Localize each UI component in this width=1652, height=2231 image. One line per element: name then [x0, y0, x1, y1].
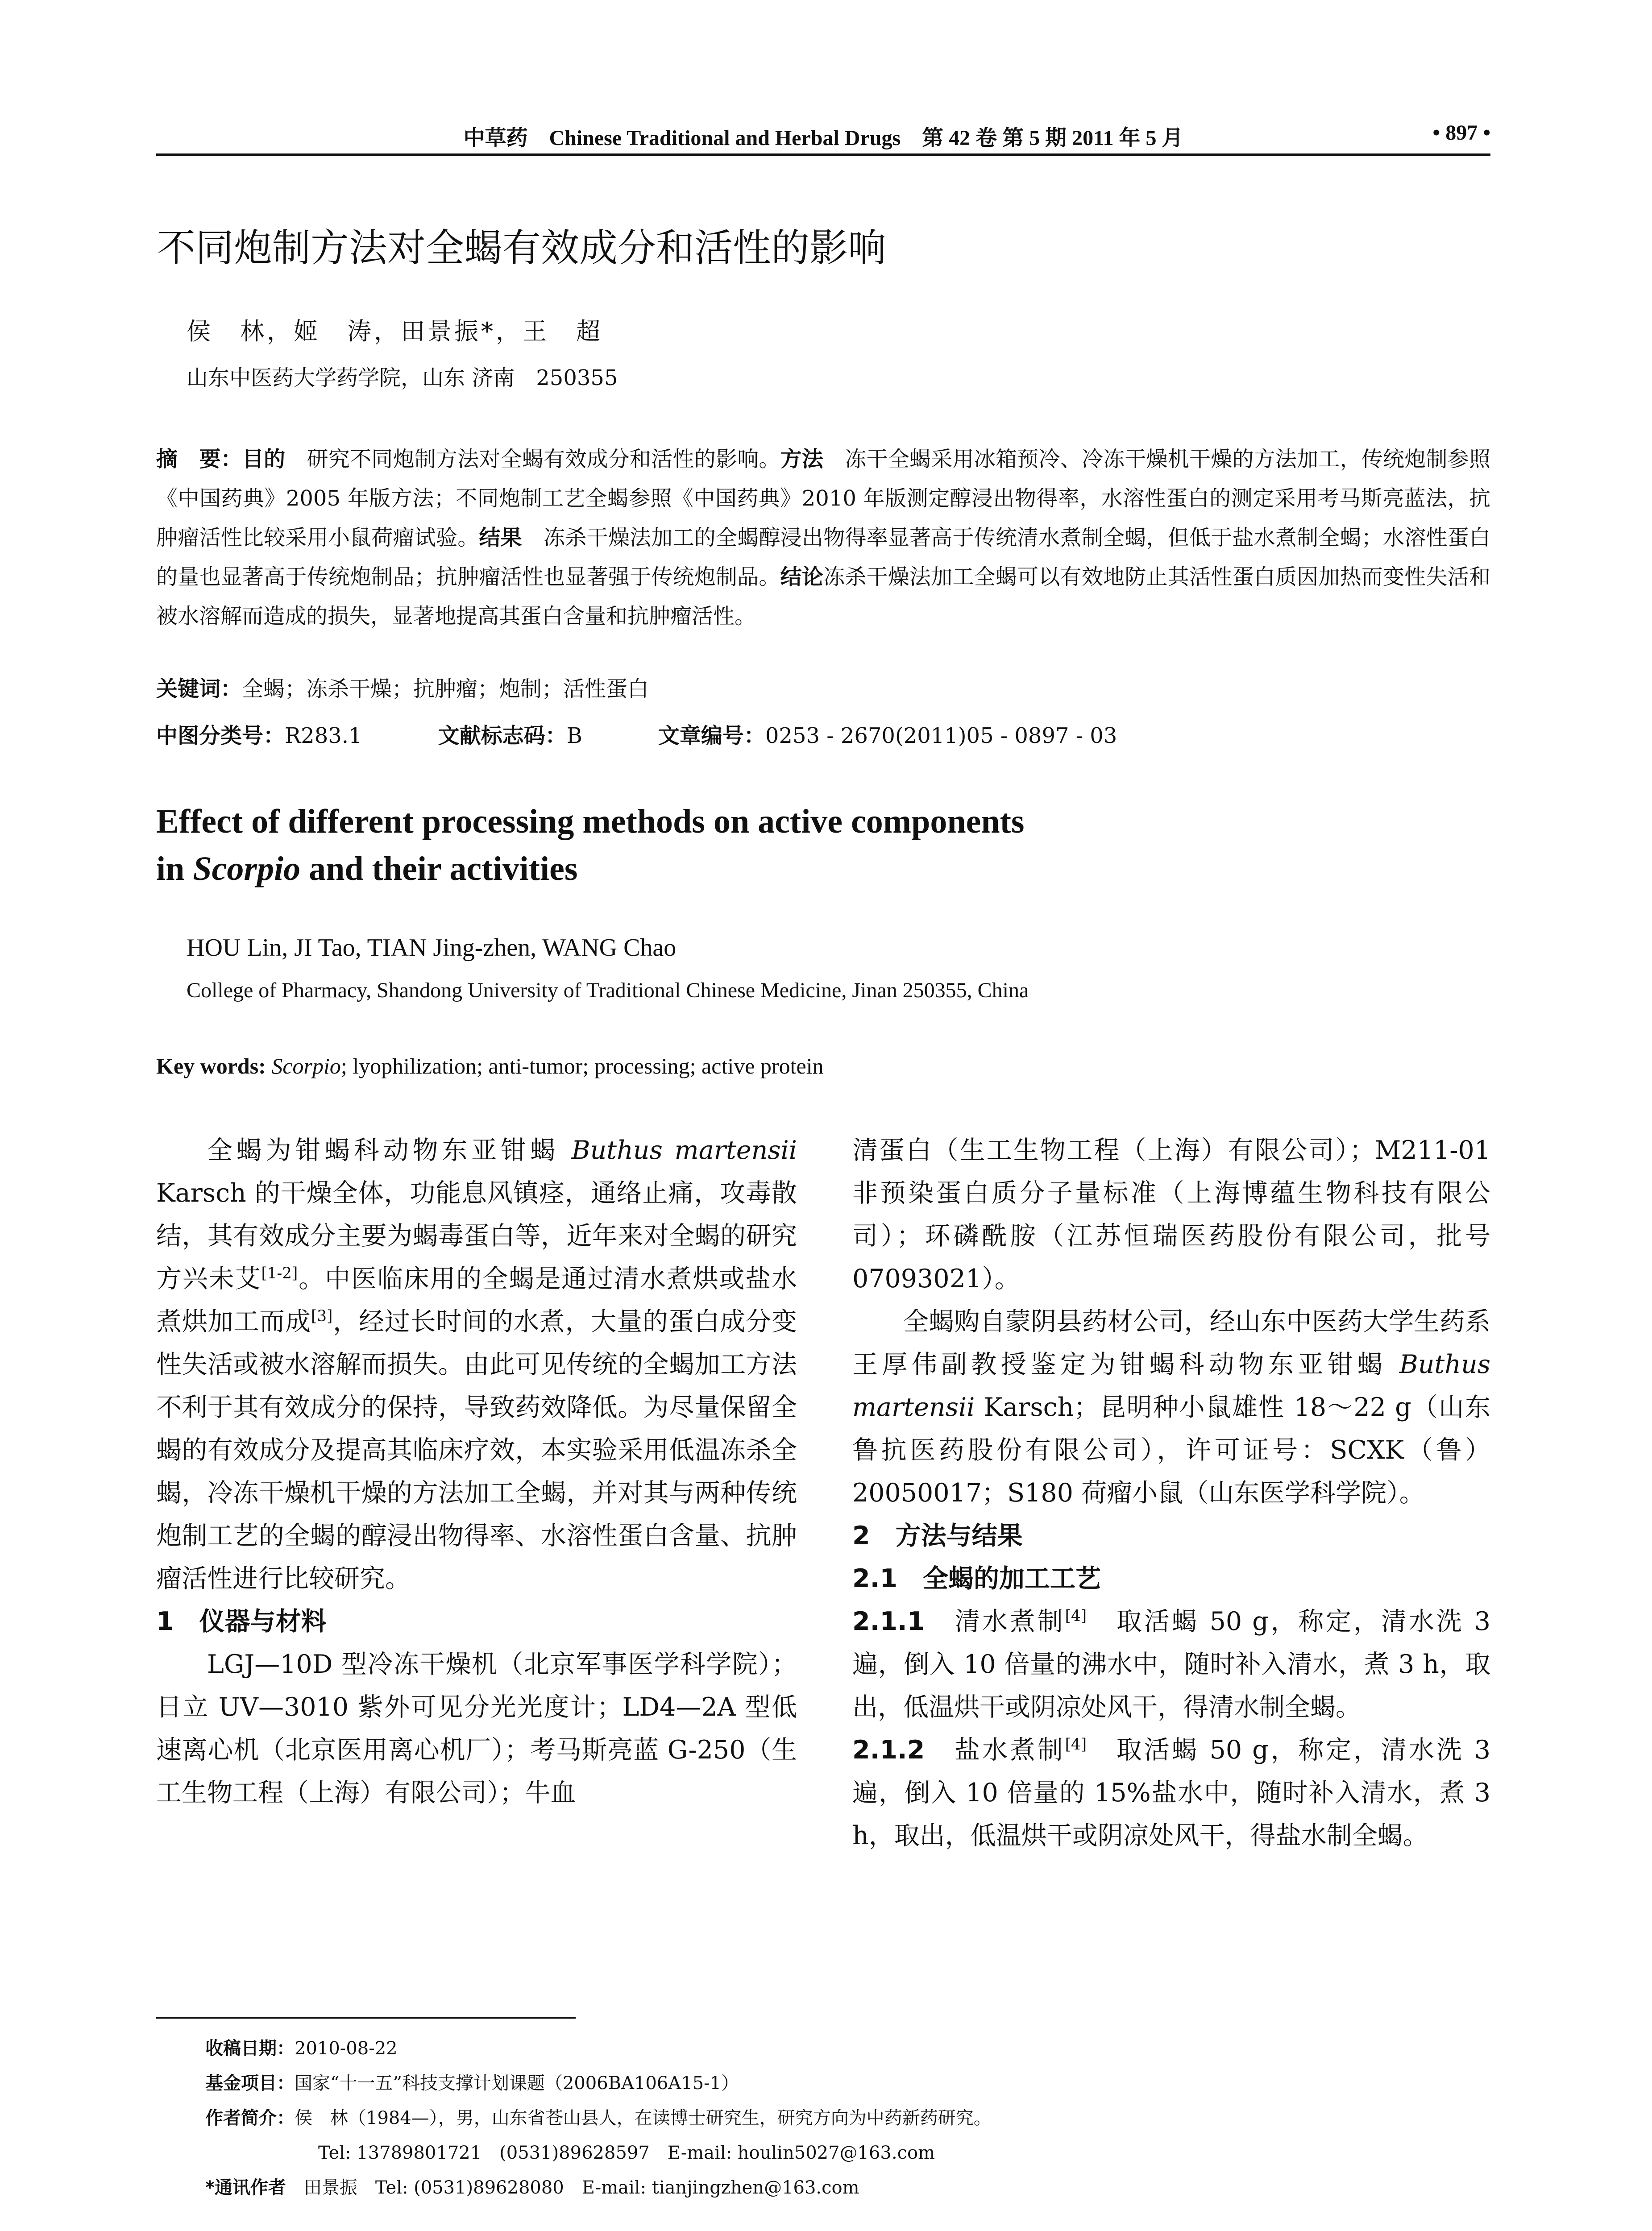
footnotes — [205, 2031, 992, 2205]
english-affiliation: College of Pharmacy, Shandong University of Traditional Chinese Medicine, Jinan 250355, China — [187, 979, 1029, 1002]
footnote-fund: 基金项目：国家“十一五”科技支撑计划课题（2006BA106A15-1） — [205, 2073, 739, 2094]
chinese-keywords — [156, 672, 649, 702]
keywords-text: 全蝎；冻杀干燥；抗肿瘤；炮制；活性蛋白 — [242, 676, 649, 701]
english-title-line2: in Scorpio and their activities — [156, 850, 578, 887]
specimen-paragraph: 全蝎购自蒙阴县药材公司，经山东中医药大学生药系王厚伟副教授鉴定为钳蝎科动物东亚钳蝎 Buthus martensii Karsch；昆明种小鼠雄性 18～22 g（山东鲁抗医药股份有限公司），许可证号：SCXK（鲁）20050017；S180 荷瘤小鼠（山东医学科学院）。 — [852, 1307, 1490, 1508]
method-label: 方法 — [780, 447, 824, 472]
footnote-corresponding: *通讯作者 田景振 Tel: (0531)89628080 E-mail: tianjingzhen@163.com — [205, 2177, 859, 2198]
citation-ref: [3] — [311, 1307, 333, 1325]
intro-paragraph: 全蝎为钳蝎科动物东亚钳蝎 Buthus martensii Karsch 的干燥全体，功能息风镇痉，通络止痛，攻毒散结，其有效成分主要为蝎毒蛋白等，近年来对全蝎的研究方兴未艾[1-2]。中医临床用的全蝎是通过清水煮烘或盐水煮烘加工而成[3]，经过长时间的水煮，大量的蛋白成分变性失活或被水溶解而损失。由此可见传统的全蝎加工方法不利于其有效成分的保持，导致药效降低。为尽量保留全蝎的有效成分及提高其临床疗效，本实验采用低温冻杀全蝎，冷冻干燥机干燥的方法加工全蝎，并对其与两种传统炮制工艺的全蝎的醇浸出物得率、水溶性蛋白含量、抗肿瘤活性进行比较研究。 — [156, 1136, 797, 1593]
footnote-author-bio: 作者简介：侯 林（1984—），男，山东省苍山县人，在读博士研究生，研究方向为中药新药研究。 — [205, 2108, 992, 2128]
purpose-text: 研究不同炮制方法对全蝎有效成分和活性的影响。 — [285, 447, 780, 472]
chinese-authors: 侯 林，姬 涛，田景振*，王 超 — [187, 317, 603, 345]
materials-paragraph: LGJ—10D 型冷冻干燥机（北京军事医学科学院）；日立 UV—3010 紫外可见分光光度计；LD4—2A 型低速离心机（北京医用离心机厂）；考马斯亮蓝 G-250（生工生物工程（上海）有限公司）；牛血 — [156, 1650, 797, 1808]
footnote-received: 收稿日期：2010-08-22 — [205, 2038, 398, 2059]
page-number: • 897 • — [1432, 121, 1490, 145]
footnote-author-contact: Tel: 13789801721 (0531)89628597 E-mail: houlin5027@163.com — [318, 2143, 935, 2163]
clc-number: 中图分类号：R283.1 — [156, 723, 362, 748]
section-heading-1: 1 仪器与材料 — [156, 1607, 327, 1636]
method-text: 冻干全蝎采用冰箱预冷、冷冻干燥机干燥的方法加工，传统炮制参照《中国药典》2005 年版方法；不同炮制工艺全蝎参照《中国药典》2010 年版测定醇浸出物得率，水溶性蛋白的测定采用考马斯亮蓝法，抗肿瘤活性比较采用小鼠荷瘤试验。 — [156, 447, 1490, 550]
article-id: 文章编号：0253 - 2670(2011)05 - 0897 - 03 — [658, 723, 1117, 748]
classification-line — [156, 718, 1490, 749]
subsection-heading-2-1: 2.1 全蝎的加工工艺 — [852, 1564, 1101, 1593]
english-title — [156, 798, 1025, 892]
chinese-title: 不同炮制方法对全蝎有效成分和活性的影响 — [157, 226, 886, 270]
english-keywords-label: Key words: — [156, 1053, 272, 1078]
english-title-line1: Effect of different processing methods on active components — [156, 803, 1025, 840]
conclusion-label: 结论 — [780, 564, 824, 589]
running-header — [156, 117, 1490, 152]
result-text: 冻杀干燥法加工的全蝎醇浸出物得率显著高于传统清水煮制全蝎，但低于盐水煮制全蝎；水溶性蛋白的量也显著高于传统炮制品；抗肿瘤活性也显著强于传统炮制品。 — [156, 525, 1490, 589]
purpose-label: 目的 — [242, 447, 286, 472]
document-code: 文献标志码：B — [438, 723, 582, 748]
materials-continued: 清蛋白（生工生物工程（上海）有限公司）；M211-01 非预染蛋白质分子量标准（上海博蕴生物科技有限公司）；环磷酰胺（江苏恒瑞医药股份有限公司，批号 07093021）。 — [852, 1136, 1490, 1294]
english-authors: HOU Lin, JI Tao, TIAN Jing-zhen, WANG Chao — [187, 934, 677, 962]
subsection-2-1-1: 2.1.1 清水煮制[4] 取活蝎 50 g，称定，清水洗 3 遍，倒入 10 倍量的沸水中，随时补入清水，煮 3 h，取出，低温烘干或阴凉处风干，得清水制全蝎。 — [852, 1607, 1491, 1722]
section-heading-2: 2 方法与结果 — [852, 1521, 1023, 1551]
body-column-left — [156, 1129, 797, 1814]
chinese-affiliation: 山东中医药大学药学院，山东 济南 250355 — [187, 365, 618, 390]
english-keywords: Key words: Scorpio; lyophilization; anti-tumor; processing; active protein — [156, 1053, 824, 1078]
body-column-right — [852, 1129, 1490, 1857]
journal-info: 中草药 Chinese Traditional and Herbal Drugs 第 42 卷 第 5 期 2011 年 5 月 — [463, 126, 1183, 150]
result-label: 结果 — [479, 525, 522, 550]
subsection-2-1-2: 2.1.2 盐水煮制[4] 取活蝎 50 g，称定，清水洗 3 遍，倒入 10 倍量的 15%盐水中，随时补入清水，煮 3 h，取出，低温烘干或阴凉处风干，得盐水制全蝎。 — [852, 1735, 1491, 1850]
keywords-label: 关键词： — [156, 676, 242, 701]
header-rule — [156, 153, 1490, 156]
conclusion-text: 冻杀干燥法加工全蝎可以有效地防止其活性蛋白质因加热而变性失活和被水溶解而造成的损失，显著地提高其蛋白含量和抗肿瘤活性。 — [156, 564, 1490, 629]
footnote-rule — [156, 2017, 576, 2019]
chinese-abstract — [156, 440, 1490, 636]
abstract-label: 摘 要： — [156, 447, 242, 472]
citation-ref: [1-2] — [261, 1265, 298, 1282]
